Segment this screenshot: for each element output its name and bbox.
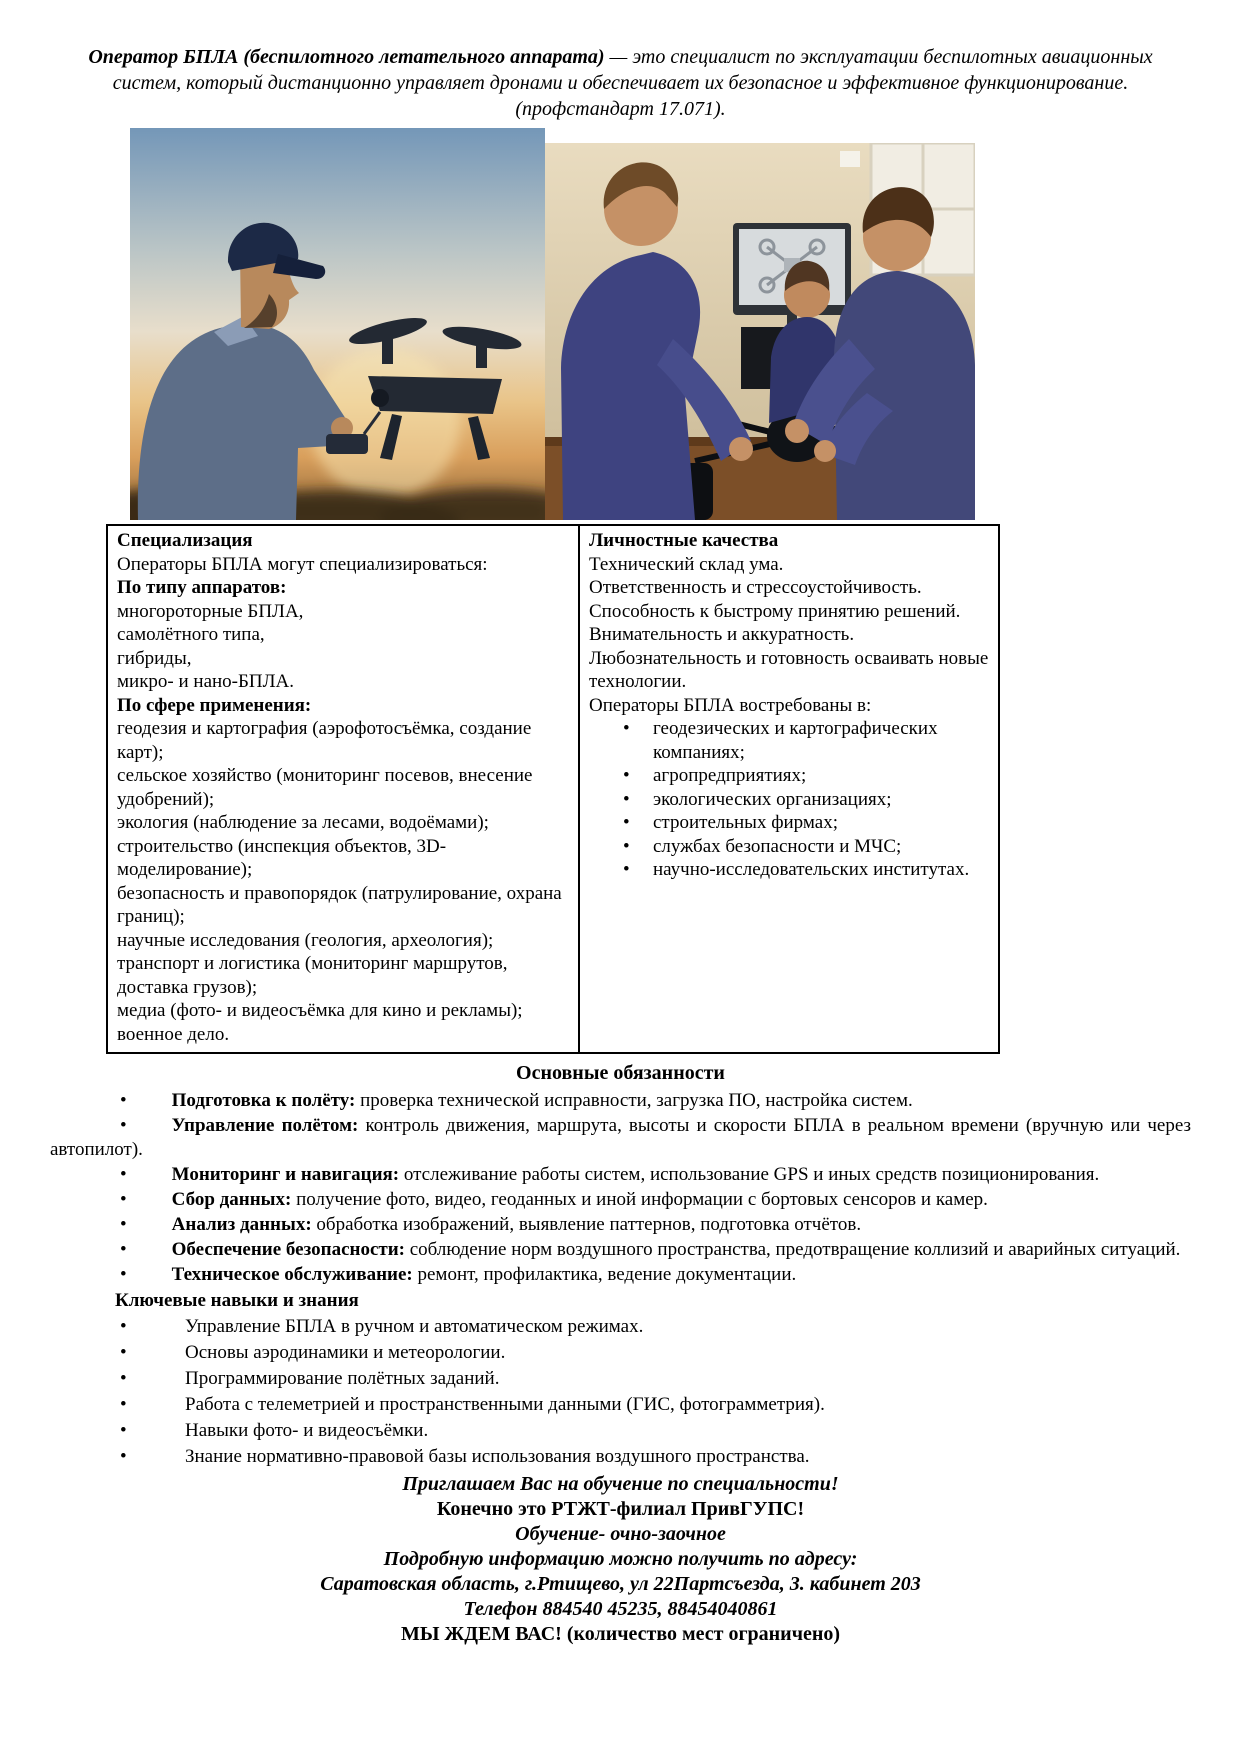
demand-item: • геодезических и картографических компаниях; xyxy=(589,717,989,764)
quality-item: Способность к быстрому принятию решений. xyxy=(589,600,961,622)
qualities-title: Личностные качества xyxy=(589,530,779,551)
specialization-cell xyxy=(107,525,579,1053)
footer-line-waiting: МЫ ЖДЕМ ВАС! (количество мест ограничено) xyxy=(400,1623,841,1645)
footer-line-address: Саратовская область, г.Ртищево, ул 22Партсъезда, 3. кабинет 203 xyxy=(320,1573,921,1595)
duty-item: • Сбор данных: получение фото, видео, геоданных и иной информации с бортовых сенсоров и камер. xyxy=(50,1188,1191,1212)
demand-intro: Операторы БПЛА востребованы в: xyxy=(589,694,872,716)
quality-item: Ответственность и стрессоустойчивость. xyxy=(589,577,922,598)
duty-item: • Подготовка к полёту: проверка технической исправности, загрузка ПО, настройка систем. xyxy=(50,1089,1191,1113)
demand-item: • агропредприятиях; xyxy=(589,764,989,788)
footer-line-invitation: Приглашаем Вас на обучение по специальности! xyxy=(402,1473,839,1495)
demand-item: • экологических организациях; xyxy=(589,788,989,812)
specialization-title: Специализация xyxy=(117,530,253,551)
personal-qualities-cell xyxy=(579,525,999,1053)
type-subhead: По типу аппаратов: xyxy=(117,577,287,598)
demand-item: • научно-исследовательских институтах. xyxy=(589,858,989,882)
quality-item: Внимательность и аккуратность. xyxy=(589,624,855,645)
type-item: самолётного типа, xyxy=(117,624,265,645)
demand-item: • строительных фирмах; xyxy=(589,811,989,835)
sphere-item: безопасность и правопорядок (патрулирование, охрана границ); xyxy=(117,882,562,927)
footer-line-college: Конечно это РТЖТ-филиал ПривГУПС! xyxy=(436,1498,805,1520)
drone-camera xyxy=(371,389,389,407)
sphere-item: военное дело. xyxy=(117,1023,230,1045)
duties-section xyxy=(50,1089,1191,1469)
page-title-rest: — это специалист по эксплуатации беспилотных авиационных систем, который дистанционно управляет дронами и обеспечивает их безопасное и эффективное функционирование. (профстандарт 17.071). xyxy=(112,46,1153,120)
sphere-item: геодезия и картография (аэрофотосъёмка, создание карт); xyxy=(117,718,532,763)
footer-line-info: Подробную информацию можно получить по адресу: xyxy=(383,1548,858,1570)
page-title-lead: Оператор БПЛА (беспилотного летательного аппарата) xyxy=(88,46,605,68)
sunset-scene xyxy=(130,128,545,520)
invitation-footer xyxy=(0,1472,1241,1647)
quality-item: Любознательность и готовность осваивать новые технологии. xyxy=(589,647,989,692)
type-item: микро- и нано-БПЛА. xyxy=(117,671,295,692)
duty-item: • Управление полётом: контроль движения, маршрута, высоты и скорости БПЛА в реальном времени (вручную или через автопилот). xyxy=(50,1114,1191,1162)
duties-title: Основные обязанности xyxy=(516,1062,725,1084)
duty-item: • Обеспечение безопасности: соблюдение норм воздушного пространства, предотвращение коллизий и аварийных ситуаций. xyxy=(50,1238,1191,1262)
footer-line-phone: Телефон 884540 45235, 88454040861 xyxy=(463,1598,778,1620)
skill-item: • Программирование полётных заданий. xyxy=(120,1367,1191,1391)
type-item: многороторные БПЛА, xyxy=(117,600,304,622)
photo-drone-operator-sunset xyxy=(130,128,545,520)
duty-item: • Техническое обслуживание: ремонт, профилактика, ведение документации. xyxy=(50,1263,1191,1287)
skill-item: • Навыки фото- и видеосъёмки. xyxy=(120,1419,1191,1443)
sphere-item: медиа (фото- и видеосъёмка для кино и рекламы); xyxy=(117,1000,523,1021)
skill-item: • Основы аэродинамики и метеорологии. xyxy=(120,1341,1191,1365)
skill-item: • Управление БПЛА в ручном и автоматическом режимах. xyxy=(120,1315,1191,1339)
classroom-scene xyxy=(545,143,975,520)
page-title xyxy=(58,44,1183,122)
remote-controller xyxy=(326,434,368,454)
quality-item: Технический склад ума. xyxy=(589,553,784,575)
skill-item: • Работа с телеметрией и пространственными данными (ГИС, фотограмметрия). xyxy=(120,1393,1191,1417)
sphere-item: научные исследования (геология, археология); xyxy=(117,929,494,951)
sphere-item: строительство (инспекция объектов, 3D-моделирование); xyxy=(117,835,447,880)
sphere-item: экология (наблюдение за лесами, водоёмами); xyxy=(117,812,489,833)
demand-item: • службах безопасности и МЧС; xyxy=(589,835,989,859)
skill-item: • Знание нормативно-правовой базы использования воздушного пространства. xyxy=(120,1445,1191,1469)
footer-line-study-form: Обучение- очно-заочное xyxy=(515,1523,726,1545)
sphere-item: сельское хозяйство (мониторинг посевов, внесение удобрений); xyxy=(117,765,533,810)
sphere-subhead: По сфере применения: xyxy=(117,694,312,716)
duty-item: • Мониторинг и навигация: отслеживание работы систем, использование GPS и иных средств позиционирования. xyxy=(50,1163,1191,1187)
specialization-intro: Операторы БПЛА могут специализироваться: xyxy=(117,553,488,575)
photo-row xyxy=(130,128,975,520)
specialization-table xyxy=(106,524,1000,1054)
skills-title: Ключевые навыки и знания xyxy=(115,1290,359,1311)
sphere-item: транспорт и логистика (мониторинг маршрутов, доставка грузов); xyxy=(117,953,508,998)
wall-switch xyxy=(840,151,860,167)
type-item: гибриды, xyxy=(117,647,192,669)
photo-students-assembling-drone xyxy=(545,143,975,520)
duty-item: • Анализ данных: обработка изображений, выявление паттернов, подготовка отчётов. xyxy=(50,1213,1191,1237)
